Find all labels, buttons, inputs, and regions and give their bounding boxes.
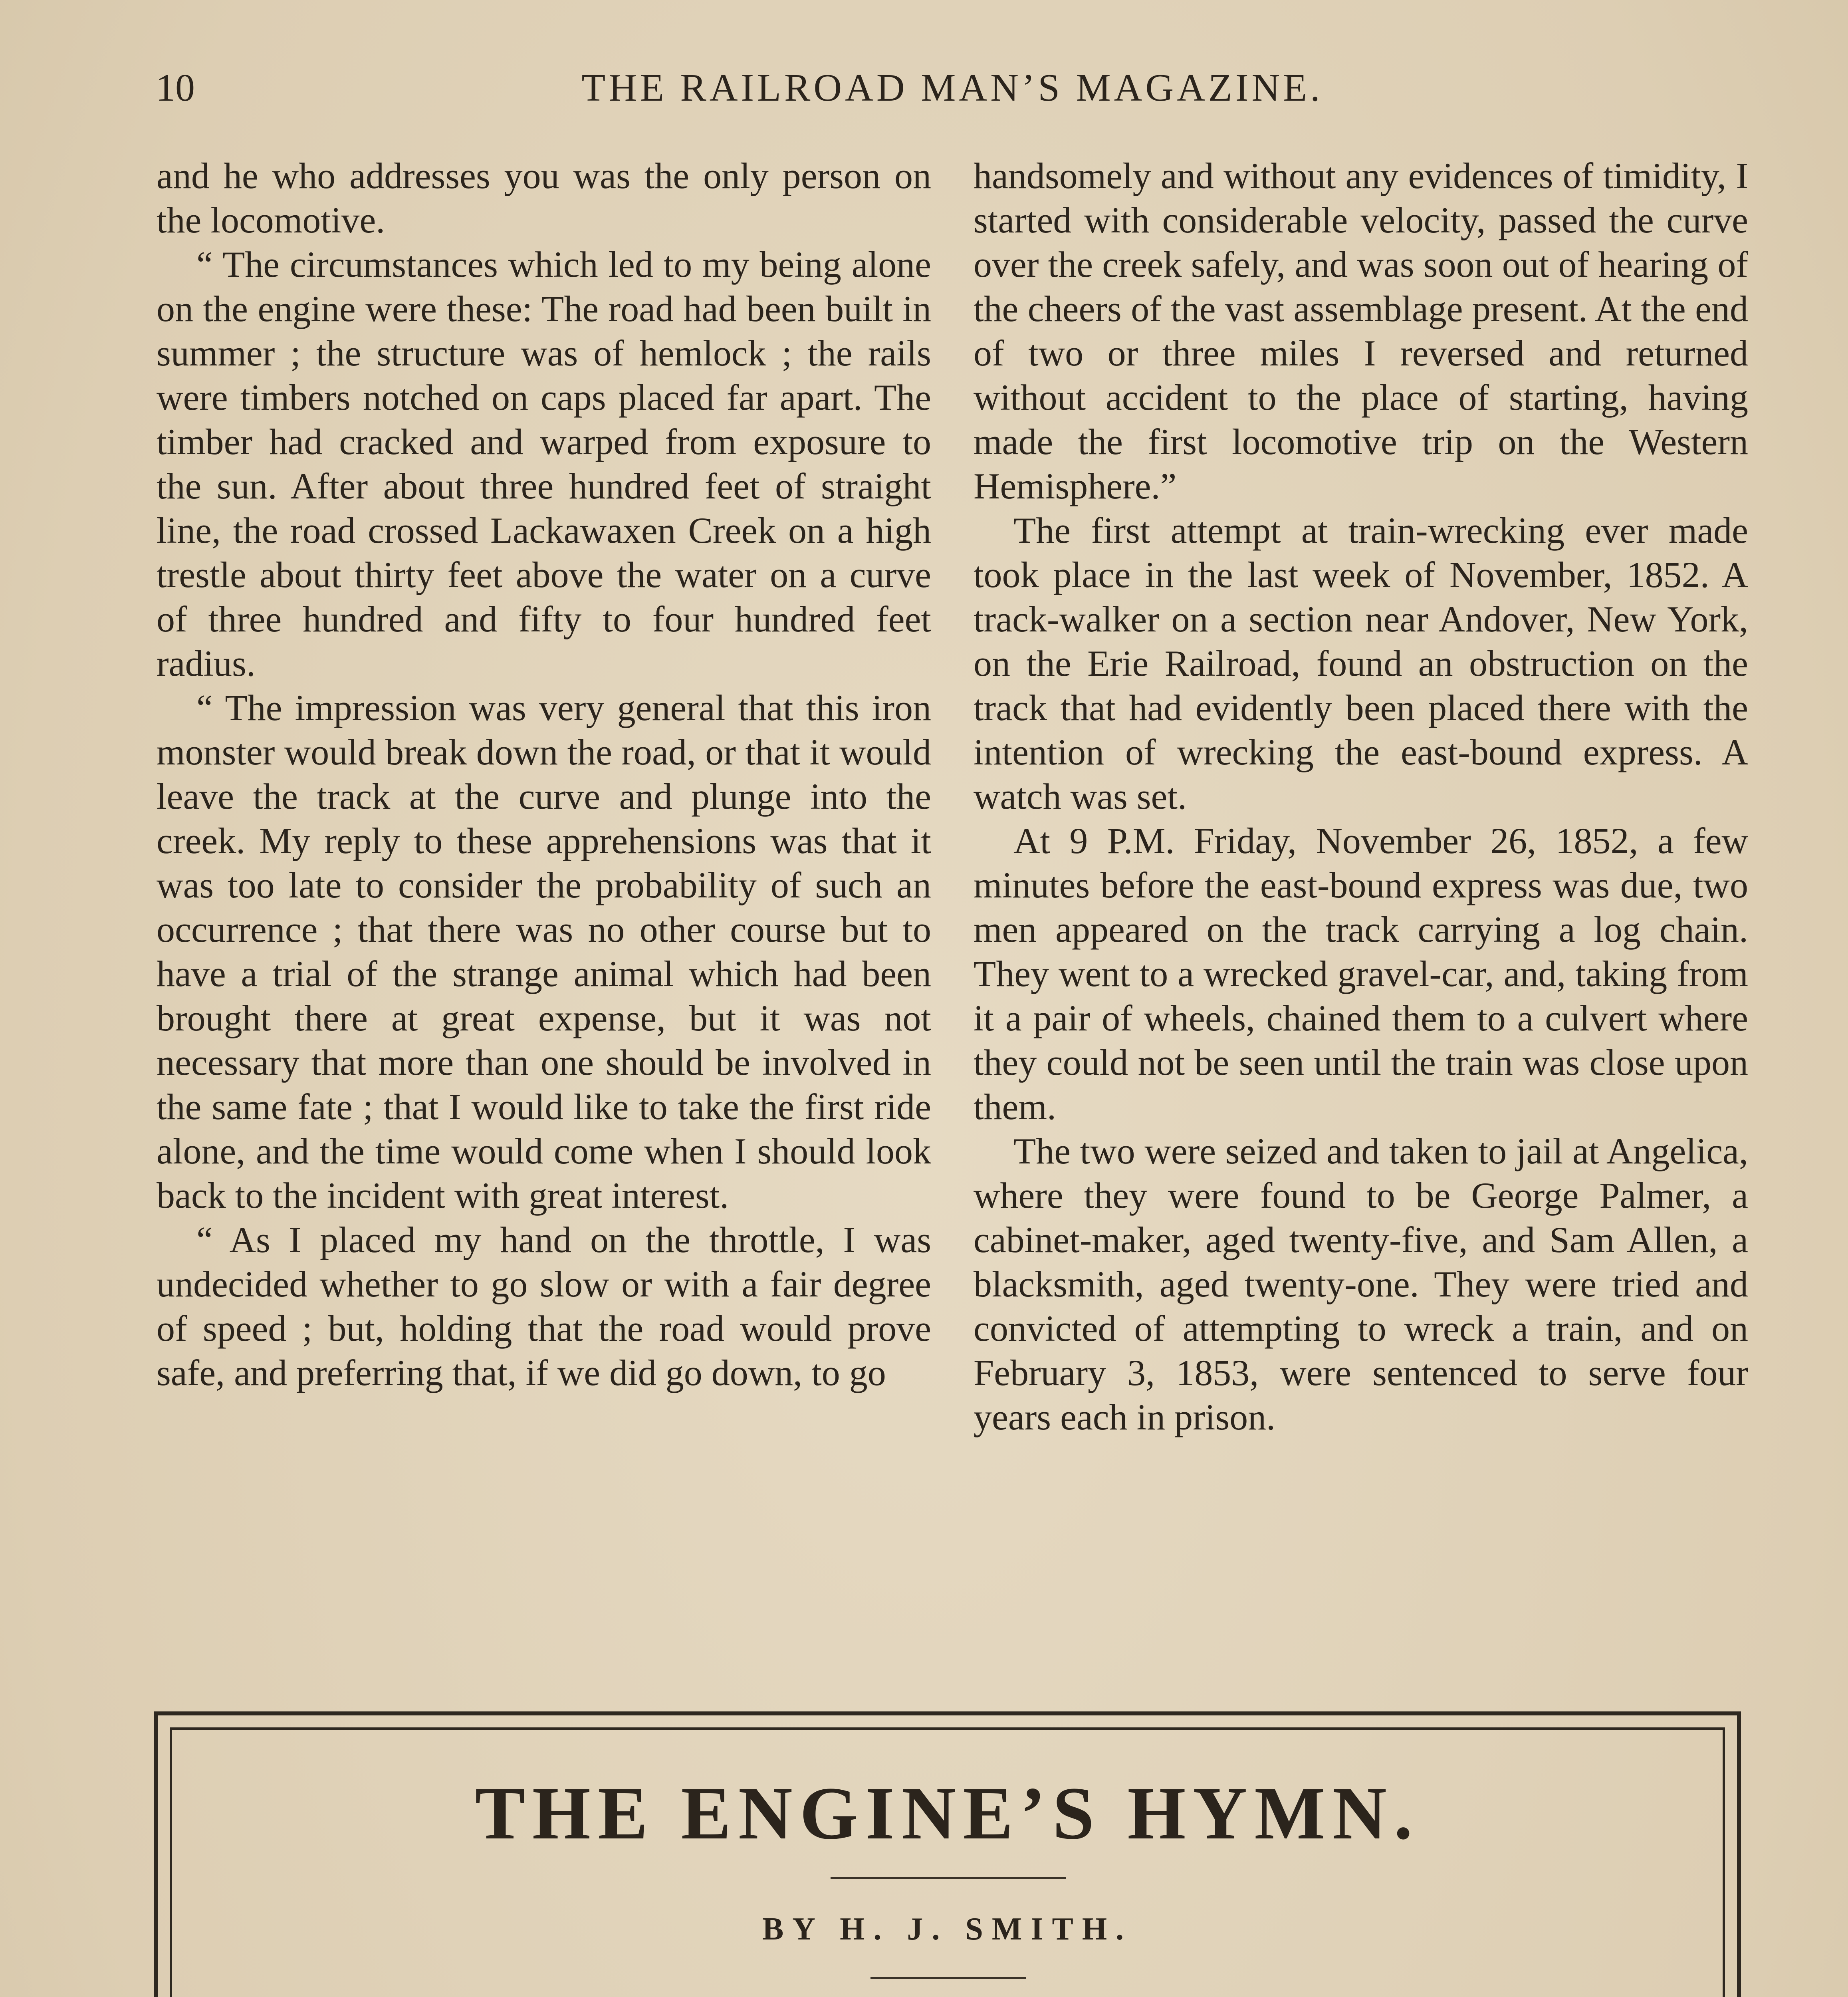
article-paragraph: The two were seized and taken to jail at Angelica, where they were found to be George Palmer, a cabinet-maker, aged twenty-five, and Sam Allen, a blacksmith, aged twenty-one. They were tried and convicted of attempting to wreck a train, and on February 3, 1853, were sentenced to serve four years each in prison. bbox=[974, 1131, 1748, 1437]
running-title: THE RAILROAD MAN’S MAGAZINE. bbox=[581, 66, 1323, 109]
page-number: 10 bbox=[156, 66, 195, 109]
poem-frame-inner bbox=[170, 1727, 1725, 1997]
poem-byline: BY H. J. SMITH. bbox=[762, 1912, 1133, 1947]
article-paragraph: “ The circumstances which led to my being alone on the engine were these: The road had been built in summer ; the structure was of hemlock ; the rails were timbers notched on caps placed far apart. The timber had cracked and warped from exposure to the sun. After about three hundred feet of straight line, the road crossed Lackawaxen Creek on a high trestle about thirty feet above the water on a curve of three hundred and fifty to four hundred feet radius. bbox=[157, 244, 931, 684]
article-paragraph: “ As I placed my hand on the throttle, I was undecided whether to go slow or with a fair degree of speed ; but, holding that the road would prove safe, and preferring that, if we did go down, to go bbox=[157, 1219, 931, 1393]
article-paragraph: At 9 P.M. Friday, November 26, 1852, a few minutes before the east-bound express was due, two men appeared on the track carrying a log chain. They went to a wrecked gravel-car, and, taking from it a pair of wheels, chained them to a culvert where they could not be seen until the train was close upon them. bbox=[974, 820, 1748, 1127]
article-left-column bbox=[157, 154, 931, 1395]
title-rule bbox=[831, 1877, 1066, 1879]
article-paragraph: and he who addresses you was the only person on the locomotive. bbox=[157, 155, 931, 240]
article-paragraph: handsomely and without any evidences of timidity, I started with considerable velocity, passed the curve over the creek safely, and was soon out of hearing of the cheers of the vast assemblage present. At the end of two or three miles I reversed and returned without accident to the place of starting, having made the first locomotive trip on the Western Hemisphere.” bbox=[974, 155, 1748, 506]
byline-rule bbox=[870, 1977, 1026, 1979]
page-header bbox=[156, 60, 1749, 116]
poem-title: THE ENGINE’S HYMN. bbox=[475, 1771, 1420, 1855]
article-paragraph: The first attempt at train-wrecking ever made took place in the last week of November, 1852. A track-walker on a section near Andover, New York, on the Erie Railroad, found an obstruction on the track that had evidently been placed there with the intention of wrecking the east-bound express. A watch was set. bbox=[974, 510, 1748, 817]
article-right-column bbox=[974, 154, 1748, 1439]
article-paragraph: “ The impression was very general that this iron monster would break down the road, or that it would leave the track at the curve and plunge into the creek. My reply to these apprehensions was that it was too late to consider the probability of such an occurrence ; that there was no other course but to have a trial of the strange animal which had been brought there at great expense, but it was not necessary that more than one should be involved in the same fate ; that I would like to take the first ride alone, and the time would come when I should look back to the incident with great interest. bbox=[157, 687, 931, 1216]
